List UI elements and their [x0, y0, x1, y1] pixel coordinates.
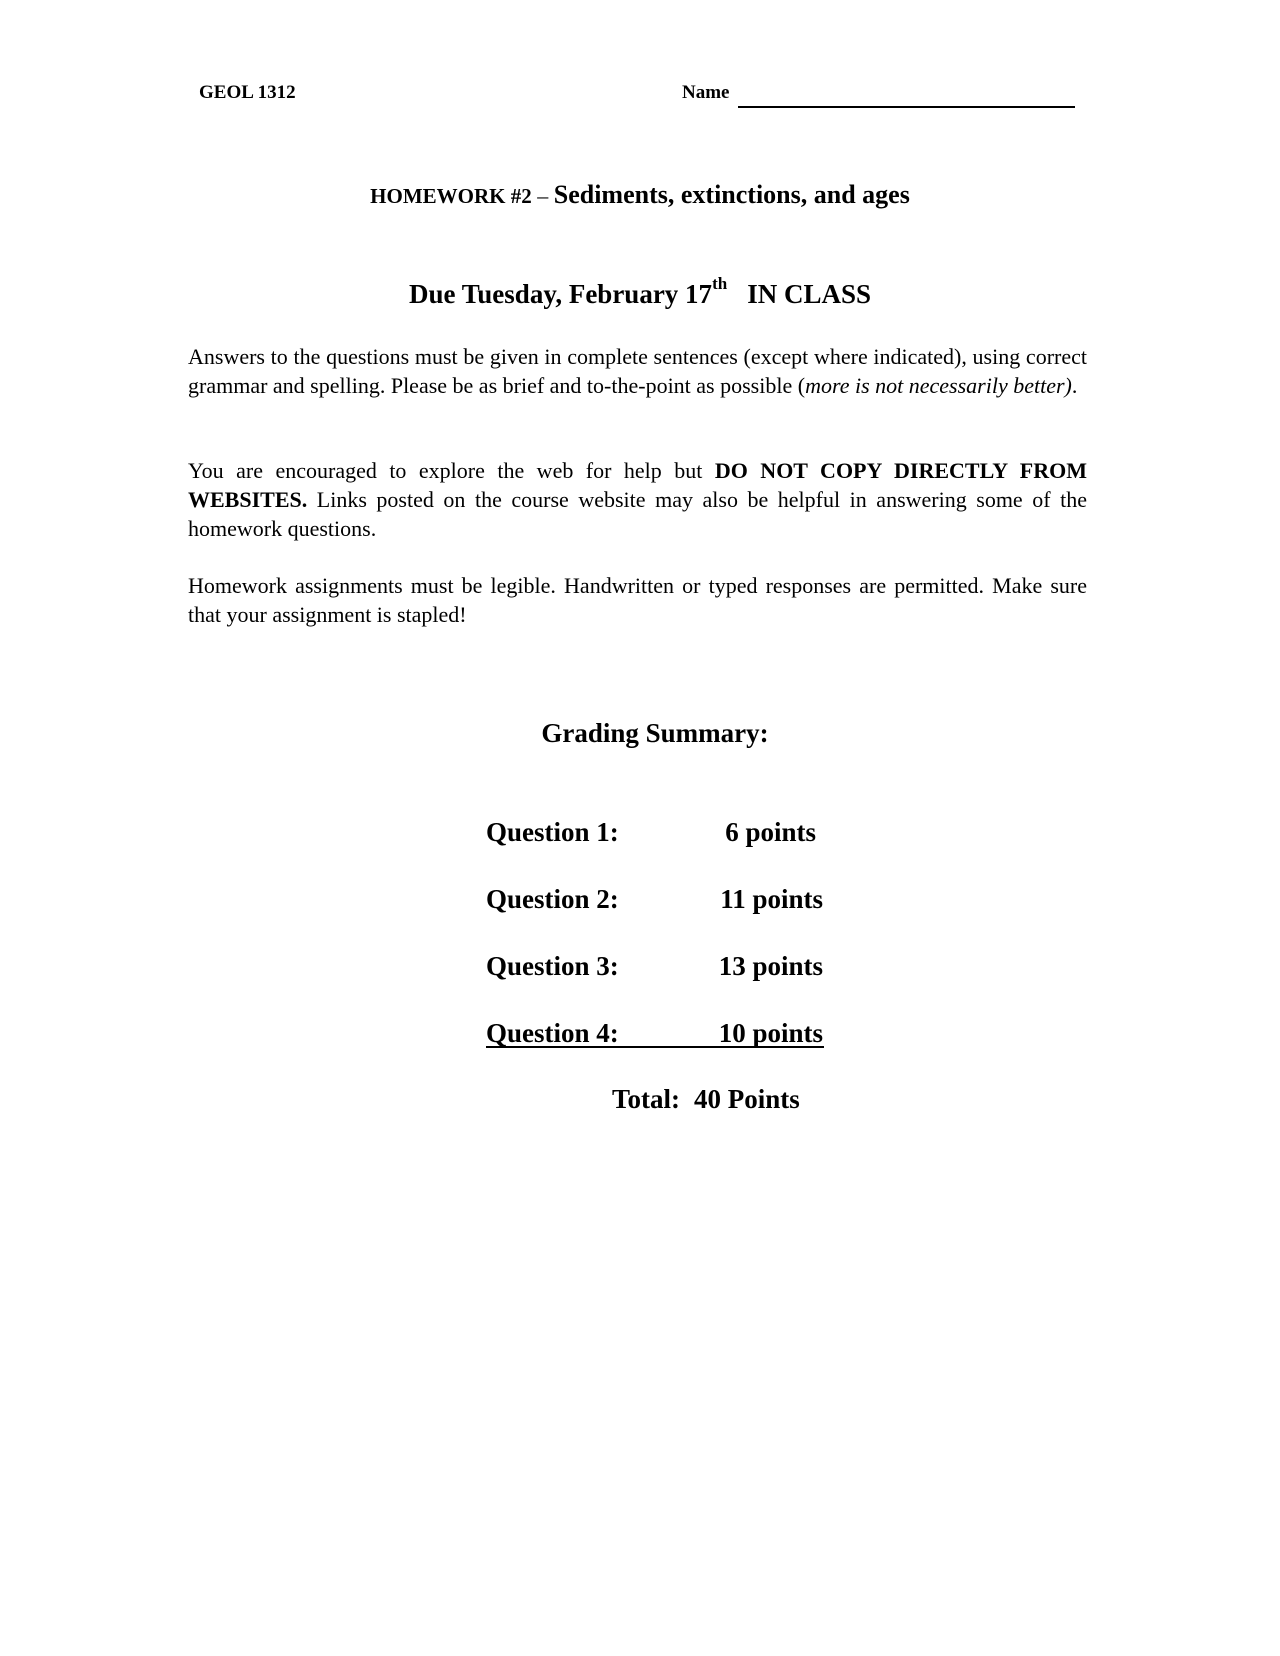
total-value: 40 Points	[694, 1084, 800, 1114]
grading-row	[486, 881, 826, 917]
due-date-suffix: th	[712, 274, 728, 293]
total-row	[612, 1081, 800, 1117]
due-date	[0, 274, 1280, 310]
homework-title	[0, 180, 1280, 210]
para1-italic: more is not necessarily better)	[805, 373, 1072, 398]
para1-text: Answers to the questions must be given in complete sentences (except where indicated), using correct grammar and spelling. Please be as brief and to-the-point as possible (	[188, 344, 1087, 398]
para1-end: .	[1071, 373, 1078, 398]
homework-subject: Sediments, extinctions, and ages	[553, 180, 910, 209]
course-code: GEOL 1312	[199, 82, 296, 103]
question-label: Question 2:	[486, 884, 619, 914]
question-points: 6 points	[725, 817, 816, 847]
name-blank-line[interactable]	[738, 106, 1075, 108]
para2-start: You are encouraged to explore the web for help but	[188, 458, 715, 483]
title-dash: –	[531, 183, 554, 208]
question-label: Question 3:	[486, 951, 619, 981]
question-points: 11 points	[720, 884, 823, 914]
instructions-paragraph-1	[188, 342, 1087, 400]
para2-warning: DO NOT COPY DIRECTLY FROM WEBSITES.	[188, 458, 1087, 512]
instructions-paragraph-2	[188, 456, 1087, 543]
due-location: IN CLASS	[747, 279, 871, 309]
para2-end: Links posted on the course website may also be helpful in answering some of the homework questions.	[188, 487, 1087, 541]
grading-row	[486, 814, 826, 850]
question-points: 10 points	[718, 1018, 823, 1048]
question-label: Question 4:	[486, 1018, 619, 1048]
summary-underline	[486, 1046, 824, 1048]
instructions-paragraph-3: Homework assignments must be legible. Handwritten or typed responses are permitted. Make sure that your assignment is stapled!	[188, 573, 1087, 627]
question-label: Question 1:	[486, 817, 619, 847]
due-date-text: Due Tuesday, February 17	[409, 279, 713, 309]
homework-number: HOMEWORK #2	[370, 184, 532, 208]
question-points: 13 points	[718, 951, 823, 981]
grading-summary-title: Grading Summary:	[541, 718, 769, 748]
name-label: Name	[682, 82, 730, 103]
total-label: Total:	[612, 1084, 681, 1114]
grading-row	[486, 948, 826, 984]
